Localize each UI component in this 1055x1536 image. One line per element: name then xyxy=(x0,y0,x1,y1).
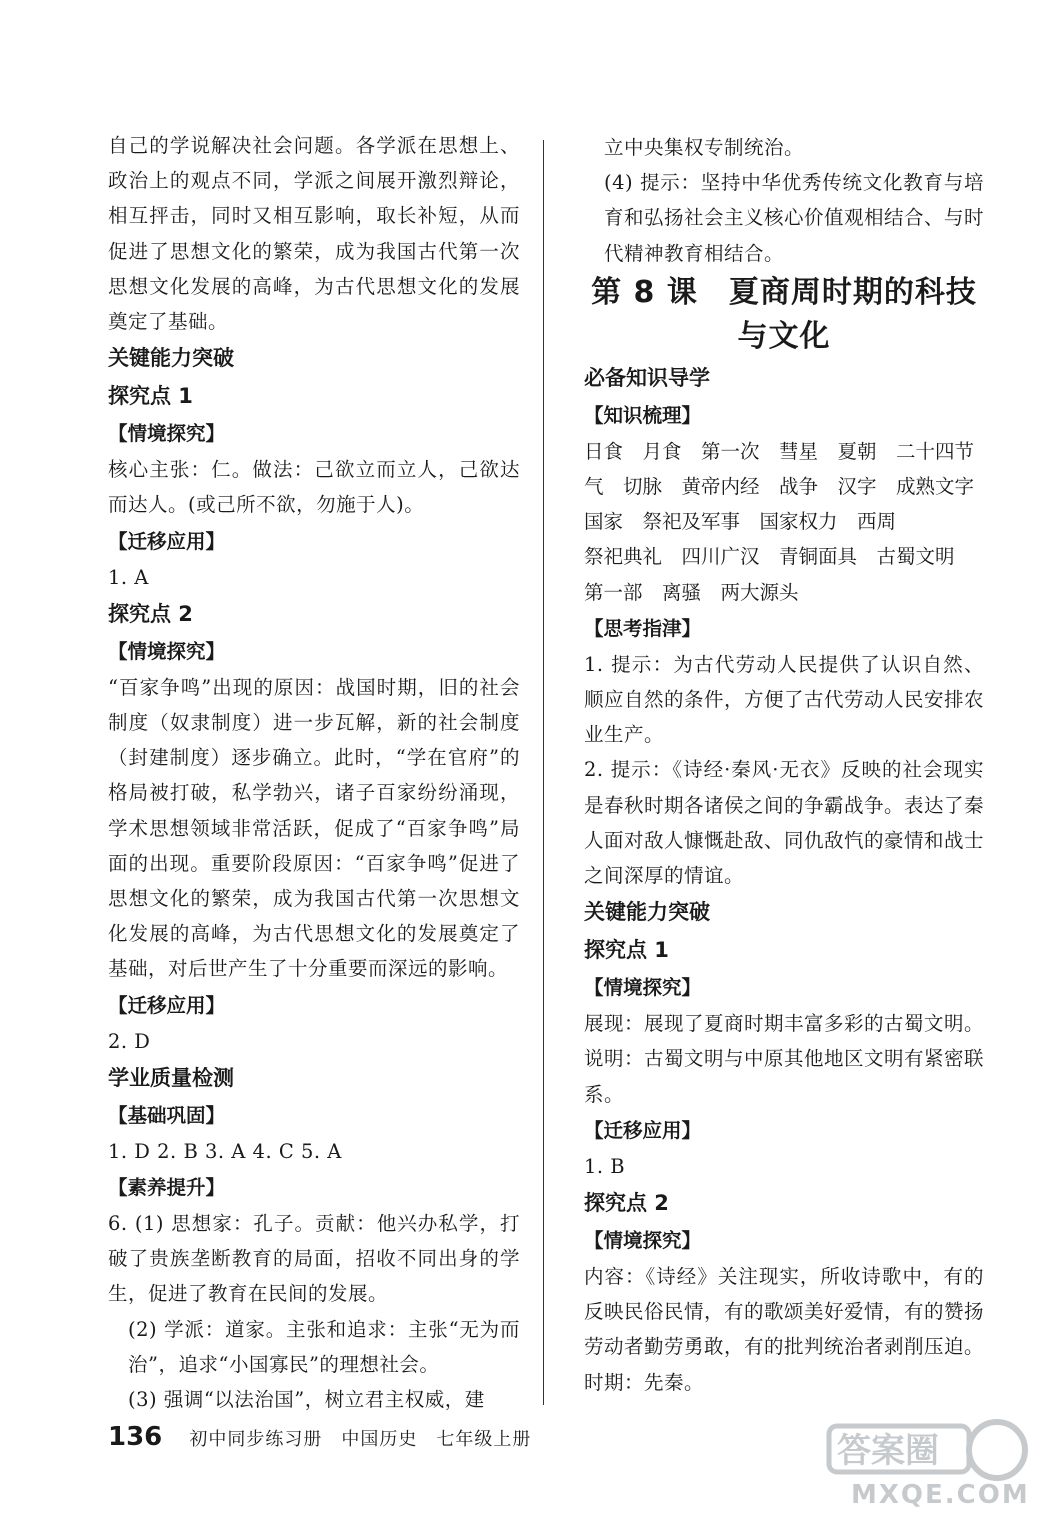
bracket-heading: 【迁移应用】 xyxy=(108,993,226,1017)
bracket-heading: 【情境探究】 xyxy=(584,1229,702,1253)
left-column xyxy=(108,128,520,1417)
bracket-heading: 【素养提升】 xyxy=(108,1176,226,1200)
watermark-logo xyxy=(821,1408,1031,1520)
keyword-row: 气 切脉 黄帝内经 战争 汉字 成熟文字 xyxy=(584,475,975,499)
section-heading: 探究点 2 xyxy=(584,1191,669,1216)
bracket-heading: 【基础巩固】 xyxy=(108,1103,226,1127)
page-footer xyxy=(108,1422,531,1452)
section-heading: 关键能力突破 xyxy=(584,900,710,925)
bracket-heading: 【情境探究】 xyxy=(108,422,226,446)
watermark-text: MXQE.COM xyxy=(851,1480,1030,1510)
keyword-row: 祭祀典礼 四川广汉 青铜面具 古蜀文明 xyxy=(584,545,955,569)
bracket-heading: 【知识梳理】 xyxy=(584,403,702,427)
paragraph: 展现：展现了夏商时期丰富多彩的古蜀文明。 xyxy=(584,1012,985,1036)
paragraph: 核心主张：仁。做法：己欲立而立人，己欲达而达人。(或己所不欲，勿施于人)。 xyxy=(108,458,520,517)
section-heading: 探究点 1 xyxy=(584,938,669,963)
book-title: 初中同步练习册 中国历史 七年级上册 xyxy=(189,1429,532,1450)
paragraph: 6. (1) 思想家：孔子。贡献：他兴办私学，打破了贵族垄断教育的局面，招收不同出身的学生，促进了教育在民间的发展。 xyxy=(108,1212,520,1306)
indented-paragraph: (2) 学派：道家。主张和追求：主张“无为而治”，追求“小国寡民”的理想社会。 xyxy=(128,1317,520,1376)
keyword-row: 日食 月食 第一次 彗星 夏朝 二十四节 xyxy=(584,439,975,463)
indented-paragraph: 立中央集权专制统治。 xyxy=(604,136,805,159)
indented-paragraph: (4) 提示：坚持中华优秀传统文化教育与培育和弘扬社会主义核心价值观相结合、与时代精神教育相结合。 xyxy=(604,171,985,265)
indented-paragraph: (3) 强调“以法治国”，树立君主权威，建 xyxy=(128,1388,485,1412)
bracket-heading: 【迁移应用】 xyxy=(108,529,226,553)
paragraph: 1. 提示：为古代劳动人民提供了认识自然、顺应自然的条件，方便了古代劳动人民安排农业生产。 xyxy=(584,652,985,747)
paragraph: “百家争鸣”出现的原因：战国时期，旧的社会制度（奴隶制度）进一步瓦解，新的社会制度（封建制度）逐步确立。此时，“学在官府”的格局被打破，私学勃兴，诸子百家纷纷涌现，学术思想领域非常活跃，促成了“百家争鸣”局面的出现。重要阶段原因：“百家争鸣”促进了思想文化的繁荣，成为我国古代第一次思想文化发展的高峰，为古代思想文化的发展奠定了基础，对后世产生了十分重要而深远的影响。 xyxy=(108,675,520,981)
lesson-title: 第 8 课 夏商周时期的科技与文化 xyxy=(591,274,977,354)
paragraph: 1. D 2. B 3. A 4. C 5. A xyxy=(108,1139,342,1163)
column-divider xyxy=(543,140,544,1405)
bracket-heading: 【情境探究】 xyxy=(584,976,702,1000)
keyword-row: 第一部 离骚 两大源头 xyxy=(584,580,799,604)
bracket-heading: 【思考指津】 xyxy=(584,616,702,640)
paragraph: 2. D xyxy=(108,1029,151,1053)
paragraph: 时期：先秦。 xyxy=(584,1370,705,1394)
paragraph: 2. 提示：《诗经·秦风·无衣》反映的社会现实是春秋时期各诸侯之间的争霸战争。表达了秦人面对敌人慷慨赴敌、同仇敌忾的豪情和战士之间深厚的情谊。 xyxy=(584,758,985,888)
section-heading: 学业质量检测 xyxy=(108,1065,234,1090)
right-column xyxy=(584,130,984,1400)
page-number: 136 xyxy=(108,1422,163,1452)
paragraph: 1. B xyxy=(584,1154,626,1178)
section-heading: 必备知识导学 xyxy=(584,365,710,390)
paragraph: 自己的学说解决社会问题。各学派在思想上、政治上的观点不同，学派之间展开激烈辩论，相互抨击，同时又相互影响，取长补短，从而促进了思想文化的繁荣，成为我国古代第一次思想文化发展的高峰，为古代思想文化的发展奠定了基础。 xyxy=(108,134,520,334)
paragraph: 内容：《诗经》关注现实，所收诗歌中，有的反映民俗民情，有的歌颂美好爱情，有的赞扬劳动者勤劳勇敢，有的批判统治者剥削压迫。 xyxy=(584,1265,985,1359)
paragraph: 1. A xyxy=(108,565,149,589)
keyword-row: 国家 祭祀及军事 国家权力 西周 xyxy=(584,510,897,534)
bracket-heading: 【迁移应用】 xyxy=(584,1118,702,1142)
bracket-heading: 【情境探究】 xyxy=(108,639,226,663)
section-heading: 探究点 2 xyxy=(108,601,193,626)
section-heading: 探究点 1 xyxy=(108,384,193,409)
watermark-glyph: 答案圈 xyxy=(837,1431,939,1471)
paragraph: 说明：古蜀文明与中原其他地区文明有紧密联系。 xyxy=(584,1047,985,1106)
section-heading: 关键能力突破 xyxy=(108,346,234,371)
